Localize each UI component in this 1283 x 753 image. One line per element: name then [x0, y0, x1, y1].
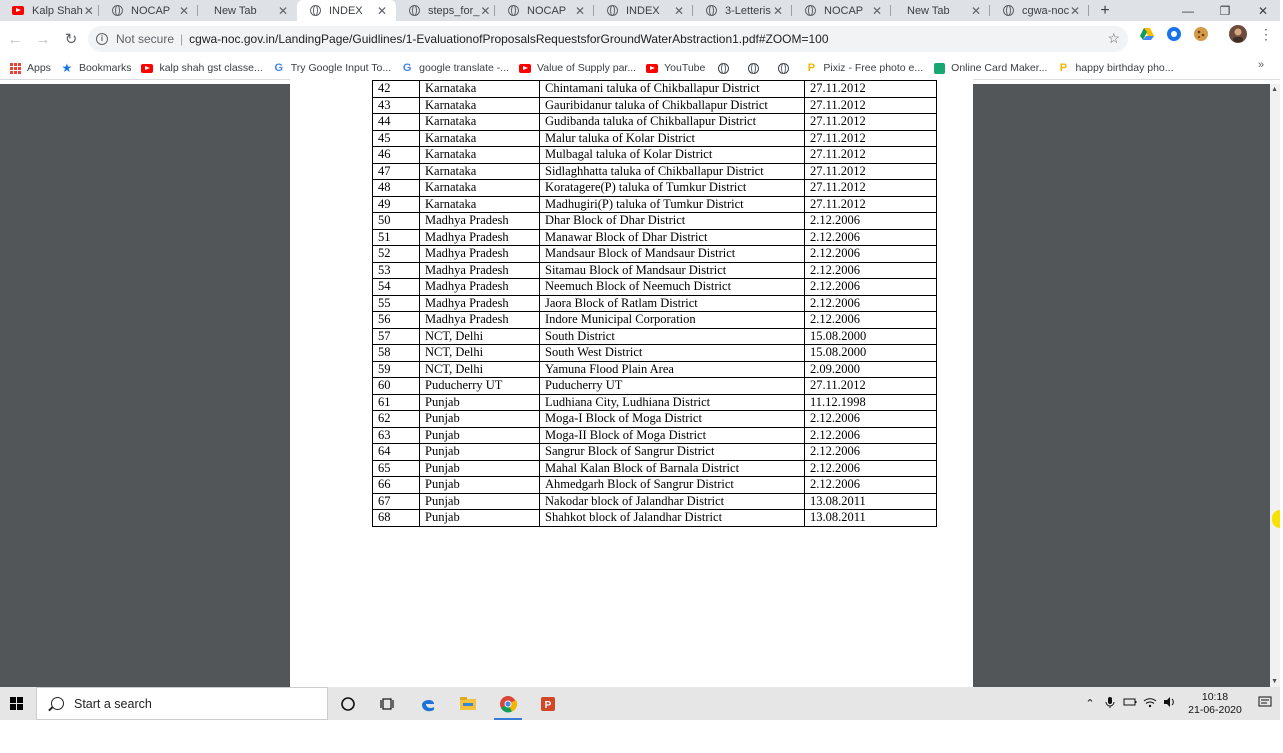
globe-icon [111, 5, 123, 17]
tab-title: New Tab [214, 4, 257, 17]
state-cell: Karnataka [420, 163, 540, 180]
state-cell: Madhya Pradesh [420, 229, 540, 246]
google-icon: G [274, 62, 284, 74]
date-cell: 2.12.2006 [805, 279, 937, 296]
serial-cell: 53 [373, 262, 420, 279]
tab-8[interactable] [792, 0, 891, 21]
date-cell: 27.11.2012 [805, 196, 937, 213]
tab-close-icon[interactable]: ✕ [673, 3, 685, 18]
card-maker-icon [933, 62, 945, 74]
state-cell: Madhya Pradesh [420, 246, 540, 263]
state-cell: NCT, Delhi [420, 361, 540, 378]
area-cell: Chintamani taluka of Chikballapur District [540, 81, 805, 98]
area-cell: Manawar Block of Dhar District [540, 229, 805, 246]
bookmark-item[interactable] [141, 62, 262, 74]
serial-cell: 65 [373, 460, 420, 477]
tab-close-icon[interactable]: ✕ [178, 3, 190, 18]
file-explorer-icon[interactable] [448, 687, 488, 720]
date-cell: 2.12.2006 [805, 427, 937, 444]
tab-4[interactable] [396, 0, 495, 21]
chevron-up-icon[interactable]: ⌃ [1085, 698, 1095, 710]
windows-taskbar [0, 687, 1280, 720]
state-cell: Karnataka [420, 196, 540, 213]
pdf-page [290, 74, 973, 753]
profile-avatar[interactable] [1229, 25, 1247, 43]
table-row [373, 411, 937, 428]
state-cell: Madhya Pradesh [420, 279, 540, 296]
date-cell: 27.11.2012 [805, 163, 937, 180]
table-row [373, 427, 937, 444]
serial-cell: 66 [373, 477, 420, 494]
tab-0[interactable] [0, 0, 99, 21]
date-cell: 2.12.2006 [805, 229, 937, 246]
state-cell: Madhya Pradesh [420, 312, 540, 329]
tab-title: INDEX [626, 4, 660, 17]
volume-icon[interactable] [1160, 696, 1180, 711]
reload-button[interactable]: ↻ [64, 31, 78, 48]
area-cell: Dhar Block of Dhar District [540, 213, 805, 230]
table-row [373, 196, 937, 213]
table-row [373, 312, 937, 329]
bookmark-item[interactable] [1057, 62, 1173, 74]
tab-1[interactable] [99, 0, 198, 21]
state-cell: Madhya Pradesh [420, 295, 540, 312]
microphone-icon[interactable] [1100, 696, 1120, 712]
area-cell: Nakodar block of Jalandhar District [540, 493, 805, 510]
globe-icon [408, 5, 420, 17]
bookmark-item[interactable] [747, 62, 765, 74]
serial-cell: 68 [373, 510, 420, 527]
date-cell: 13.08.2011 [805, 510, 937, 527]
bookmark-label: Apps [27, 62, 51, 74]
area-cell: Sitamau Block of Mandsaur District [540, 262, 805, 279]
serial-cell: 43 [373, 97, 420, 114]
tab-6[interactable] [594, 0, 693, 21]
cortana-icon[interactable] [328, 687, 368, 720]
serial-cell: 50 [373, 213, 420, 230]
area-cell: Mandsaur Block of Mandsaur District [540, 246, 805, 263]
area-cell: Mahal Kalan Block of Barnala District [540, 460, 805, 477]
date-cell: 2.09.2000 [805, 361, 937, 378]
state-cell: Punjab [420, 427, 540, 444]
system-tray [1080, 687, 1280, 720]
pixiz-icon: P [807, 62, 816, 74]
date-cell: 27.11.2012 [805, 114, 937, 131]
tab-title: cgwa-noc [1022, 4, 1070, 17]
table-row [373, 262, 937, 279]
powerpoint-icon[interactable] [528, 687, 568, 720]
address-bar[interactable] [88, 26, 1128, 52]
serial-cell: 55 [373, 295, 420, 312]
vertical-scrollbar[interactable] [1270, 84, 1280, 687]
table-row [373, 361, 937, 378]
serial-cell: 44 [373, 114, 420, 131]
serial-cell: 48 [373, 180, 420, 197]
globe-icon [309, 5, 321, 17]
clock-date: 21-06-2020 [1188, 703, 1242, 716]
svg-text:P: P [544, 699, 552, 711]
state-cell: Punjab [420, 394, 540, 411]
state-cell: Karnataka [420, 81, 540, 98]
serial-cell: 49 [373, 196, 420, 213]
table-row [373, 81, 937, 98]
serial-cell: 54 [373, 279, 420, 296]
state-cell: Madhya Pradesh [420, 213, 540, 230]
serial-cell: 59 [373, 361, 420, 378]
serial-cell: 57 [373, 328, 420, 345]
tab-close-icon[interactable]: ✕ [480, 3, 491, 18]
area-cell: Sangrur Block of Sangrur District [540, 444, 805, 461]
extension-blue-icon[interactable] [1166, 26, 1182, 42]
globe-icon [804, 5, 816, 17]
table-row [373, 229, 937, 246]
serial-cell: 46 [373, 147, 420, 164]
restore-button[interactable]: ❐ [1219, 3, 1231, 18]
new-tab-button[interactable]: + [1100, 1, 1110, 19]
serial-cell: 58 [373, 345, 420, 362]
date-cell: 27.11.2012 [805, 81, 937, 98]
youtube-icon [12, 5, 24, 17]
tab-close-icon[interactable]: ✕ [277, 3, 289, 18]
tab-title: steps_for_ [428, 4, 480, 17]
state-cell: NCT, Delhi [420, 345, 540, 362]
table-row [373, 279, 937, 296]
tab-7[interactable] [693, 0, 792, 21]
date-cell: 13.08.2011 [805, 493, 937, 510]
area-cell: Shahkot block of Jalandhar District [540, 510, 805, 527]
date-cell: 27.11.2012 [805, 147, 937, 164]
serial-cell: 61 [373, 394, 420, 411]
bookmark-label: happy birthday pho... [1075, 62, 1174, 74]
table-row [373, 246, 937, 263]
divider: | [180, 32, 184, 46]
area-cell: Moga-I Block of Moga District [540, 411, 805, 428]
globe-icon [717, 62, 729, 74]
tab-close-icon[interactable]: ✕ [83, 3, 94, 18]
date-cell: 2.12.2006 [805, 213, 937, 230]
globe-icon [705, 5, 717, 17]
tab-title: NOCAP [824, 4, 864, 17]
globe-icon [606, 5, 618, 17]
area-cell: Mulbagal taluka of Kolar District [540, 147, 805, 164]
area-cell: South District [540, 328, 805, 345]
table-row [373, 444, 937, 461]
tab-2[interactable] [198, 0, 297, 21]
globe-icon [507, 5, 519, 17]
tab-strip [0, 0, 1280, 21]
state-cell: Punjab [420, 510, 540, 527]
date-cell: 2.12.2006 [805, 477, 937, 494]
search-icon [51, 697, 64, 710]
table-row [373, 147, 937, 164]
scroll-down-icon[interactable]: ▼ [1271, 678, 1278, 685]
table-row [373, 378, 937, 395]
state-cell: Karnataka [420, 114, 540, 131]
bookmark-item[interactable] [9, 62, 51, 74]
state-cell: Punjab [420, 493, 540, 510]
date-cell: 27.11.2012 [805, 378, 937, 395]
tab-3[interactable] [297, 0, 396, 21]
bookmark-label: Bookmarks [78, 62, 132, 74]
pixiz-icon: P [1059, 62, 1068, 74]
area-cell: South West District [540, 345, 805, 362]
table-row [373, 163, 937, 180]
windows-start-icon[interactable] [0, 687, 32, 720]
more-bookmarks-icon[interactable]: » [1258, 59, 1265, 71]
area-cell: Puducherry UT [540, 378, 805, 395]
serial-cell: 62 [373, 411, 420, 428]
state-cell: NCT, Delhi [420, 328, 540, 345]
search-placeholder: Start a search [74, 696, 152, 711]
state-cell: Punjab [420, 444, 540, 461]
tab-10[interactable] [990, 0, 1089, 21]
forward-button[interactable]: → [35, 30, 51, 48]
table-row [373, 345, 937, 362]
date-cell: 11.12.1998 [805, 394, 937, 411]
tab-title: NOCAP [527, 4, 567, 17]
globe-icon [747, 62, 759, 74]
area-cell: Gauribidanur taluka of Chikballapur District [540, 97, 805, 114]
serial-cell: 52 [373, 246, 420, 263]
scroll-thumb[interactable] [1272, 510, 1280, 528]
globe-icon [1002, 5, 1014, 17]
taskbar-search[interactable] [36, 687, 328, 720]
bookmark-label: google translate -... [419, 62, 510, 74]
taskbar-clock[interactable] [1180, 691, 1250, 717]
table-row [373, 180, 937, 197]
date-cell: 2.12.2006 [805, 246, 937, 263]
tab-close-icon[interactable]: ✕ [871, 3, 883, 18]
state-cell: Karnataka [420, 97, 540, 114]
url-text[interactable]: cgwa-noc.gov.in/LandingPage/Guidlines/1-EvaluationofProposalsRequestsforGroundWaterAbstraction1.pdf#ZOOM=100 [189, 32, 829, 46]
google-icon: G [402, 62, 412, 74]
date-cell: 27.11.2012 [805, 180, 937, 197]
date-cell: 2.12.2006 [805, 295, 937, 312]
area-cell: Yamuna Flood Plain Area [540, 361, 805, 378]
state-cell: Punjab [420, 460, 540, 477]
bookmark-item[interactable] [933, 62, 1047, 74]
task-view-icon[interactable] [368, 687, 408, 720]
area-cell: Neemuch Block of Neemuch District [540, 279, 805, 296]
bookmark-item[interactable] [805, 62, 923, 74]
tab-title: New Tab [907, 4, 950, 17]
serial-cell: 67 [373, 493, 420, 510]
date-cell: 2.12.2006 [805, 411, 937, 428]
clock-time: 10:18 [1201, 690, 1229, 703]
serial-cell: 56 [373, 312, 420, 329]
table-row [373, 213, 937, 230]
battery-icon[interactable] [1120, 697, 1140, 710]
serial-cell: 63 [373, 427, 420, 444]
bookmark-item[interactable] [519, 62, 636, 74]
area-cell: Moga-II Block of Moga District [540, 427, 805, 444]
menu-kebab-icon[interactable]: ⋮ [1259, 26, 1273, 42]
tab-title: Kalp Shah [32, 4, 83, 17]
youtube-icon [519, 62, 531, 74]
date-cell: 27.11.2012 [805, 97, 937, 114]
pdf-viewer[interactable] [0, 81, 1280, 687]
table-row [373, 295, 937, 312]
area-cell: Jaora Block of Ratlam District [540, 295, 805, 312]
state-cell: Punjab [420, 477, 540, 494]
state-cell: Karnataka [420, 130, 540, 147]
security-label: Not secure [116, 32, 175, 46]
table-row [373, 130, 937, 147]
table-row [373, 114, 937, 131]
info-icon[interactable]: i [96, 33, 108, 45]
area-cell: Malur taluka of Kolar District [540, 130, 805, 147]
cookie-extension-icon[interactable] [1193, 26, 1209, 42]
tab-close-icon[interactable]: ✕ [376, 3, 388, 18]
bookmark-item[interactable] [273, 62, 391, 74]
serial-cell: 45 [373, 130, 420, 147]
bookmark-label: kalp shah gst classe... [159, 62, 263, 74]
state-cell: Madhya Pradesh [420, 262, 540, 279]
minimize-button[interactable]: — [1182, 3, 1194, 18]
tab-9[interactable] [891, 0, 990, 21]
table-row [373, 493, 937, 510]
bookmark-item[interactable] [61, 62, 132, 74]
youtube-icon [141, 62, 153, 74]
scroll-up-icon[interactable]: ▲ [1271, 86, 1278, 93]
google-drive-icon[interactable] [1139, 26, 1155, 42]
globe-icon [777, 62, 789, 74]
table-row [373, 460, 937, 477]
bookmark-item[interactable] [646, 62, 705, 74]
state-cell: Karnataka [420, 147, 540, 164]
serial-cell: 42 [373, 81, 420, 98]
state-cell: Puducherry UT [420, 378, 540, 395]
youtube-icon [646, 62, 658, 74]
back-button[interactable]: ← [7, 30, 23, 48]
table-row [373, 510, 937, 527]
tab-close-icon[interactable]: ✕ [970, 3, 982, 18]
tab-title: NOCAP [131, 4, 171, 17]
table-row [373, 394, 937, 411]
edge-icon[interactable] [408, 687, 448, 720]
wifi-icon[interactable] [1140, 696, 1160, 711]
area-cell: Ludhiana City, Ludhiana District [540, 394, 805, 411]
tab-title: INDEX [329, 4, 363, 17]
notifications-icon[interactable] [1250, 696, 1280, 711]
serial-cell: 64 [373, 444, 420, 461]
close-window-button[interactable]: ✕ [1257, 3, 1269, 18]
area-cell: Gudibanda taluka of Chikballapur District [540, 114, 805, 131]
area-cell: Indore Municipal Corporation [540, 312, 805, 329]
serial-cell: 47 [373, 163, 420, 180]
table-row [373, 97, 937, 114]
date-cell: 15.08.2000 [805, 328, 937, 345]
serial-cell: 60 [373, 378, 420, 395]
state-cell: Punjab [420, 411, 540, 428]
bookmark-item[interactable] [777, 62, 795, 74]
chrome-taskbar-icon[interactable] [488, 687, 528, 720]
apps-grid-icon [9, 62, 21, 74]
bookmark-item[interactable] [401, 62, 509, 74]
area-cell: Ahmedgarh Block of Sangrur District [540, 477, 805, 494]
state-cell: Karnataka [420, 180, 540, 197]
bookmark-label: Try Google Input To... [290, 62, 392, 74]
tab-close-icon[interactable]: ✕ [1070, 3, 1081, 18]
tab-close-icon[interactable]: ✕ [574, 3, 586, 18]
table-row [373, 477, 937, 494]
serial-cell: 51 [373, 229, 420, 246]
table-row [373, 328, 937, 345]
bookmark-label: Value of Supply par... [537, 62, 637, 74]
tab-close-icon[interactable]: ✕ [772, 3, 784, 18]
tab-title: 3-Letteris [725, 4, 771, 17]
date-cell: 15.08.2000 [805, 345, 937, 362]
date-cell: 2.12.2006 [805, 460, 937, 477]
tab-5[interactable] [495, 0, 594, 21]
bookmark-label: Online Card Maker... [951, 62, 1048, 74]
area-cell: Koratagere(P) taluka of Tumkur District [540, 180, 805, 197]
bookmark-label: YouTube [664, 62, 706, 74]
bookmark-label: Pixiz - Free photo e... [823, 62, 924, 74]
groundwater-table [372, 80, 937, 527]
area-cell: Madhugiri(P) taluka of Tumkur District [540, 196, 805, 213]
date-cell: 27.11.2012 [805, 130, 937, 147]
date-cell: 2.12.2006 [805, 262, 937, 279]
bookmark-item[interactable] [717, 62, 735, 74]
bookmark-star-icon[interactable]: ☆ [1107, 30, 1120, 46]
star-icon: ★ [61, 61, 73, 75]
area-cell: Sidlaghhatta taluka of Chikballapur District [540, 163, 805, 180]
date-cell: 2.12.2006 [805, 312, 937, 329]
date-cell: 2.12.2006 [805, 444, 937, 461]
browser-toolbar [0, 21, 1280, 57]
